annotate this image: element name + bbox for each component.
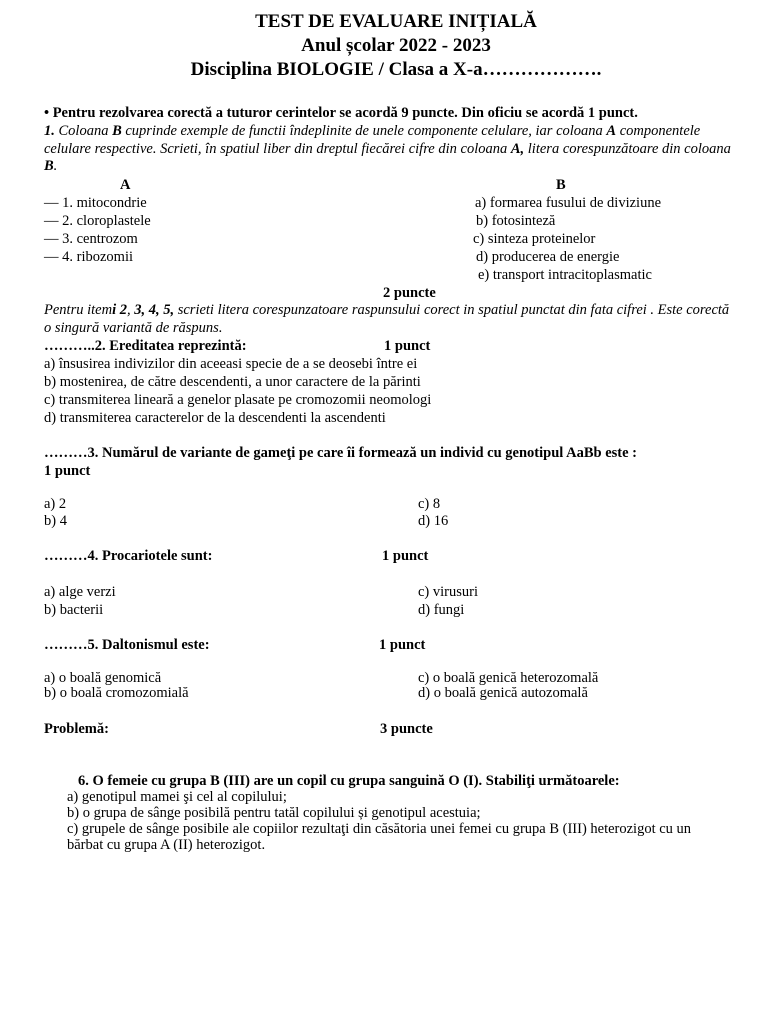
column-a-item: — 2. cloroplastele: [44, 213, 151, 229]
column-a-item: — 3. centrozom: [44, 231, 138, 247]
column-a-item: — 4. ribozomii: [44, 249, 134, 265]
q5-stem: ………5. Daltonismul este:: [44, 637, 210, 653]
q5-points: 1 punct: [379, 637, 426, 653]
column-b-item: c) sinteza proteinelor: [473, 231, 596, 247]
q6-part-b: b) o grupa de sânge posibilă pentru tatăl copilului și genotipul acestuia;: [67, 805, 481, 821]
q1-number: 1.: [44, 123, 55, 139]
q4-option: c) virusuri: [418, 584, 478, 600]
q4-stem: ………4. Procariotele sunt:: [44, 548, 213, 564]
items-instructions: Pentru itemi 2, 3, 4, 5, scrieti litera corespunzatoare raspunsului corect in spatiul punctat din fata cifrei . Este corectă o singură variantă de răspuns.: [44, 302, 730, 336]
q3-stem: ………3. Numărul de variante de gameţi pe care îi formează un individ cu genotipul AaBb este :: [44, 445, 637, 461]
q2-option: a) însusirea indivizilor din aceeasi specie de a se deosebi între ei: [44, 356, 418, 372]
q2-option: d) transmiterea caracterelor de la descendenti la ascendenti: [44, 410, 386, 426]
q5-option: a) o boală genomică: [44, 670, 162, 686]
column-b-item: e) transport intracitoplasmatic: [478, 267, 652, 283]
q4-option: d) fungi: [418, 602, 465, 618]
q2-stem: ………..2. Ereditatea reprezintă:: [44, 338, 247, 354]
school-year: Anul școlar 2022 - 2023: [301, 35, 491, 56]
q4-option: a) alge verzi: [44, 584, 116, 600]
scoring-intro: • Pentru rezolvarea corectă a tuturor cerintelor se acordă 9 puncte. Din oficiu se acordă 1 punct.: [44, 105, 638, 121]
q3-points: 1 punct: [44, 463, 91, 479]
test-title: TEST DE EVALUARE INIȚIALĂ: [255, 11, 537, 32]
q3-option: b) 4: [44, 513, 67, 529]
q6-part-c: c) grupele de sânge posibile ale copiilor rezultaţi din căsătoria unei femei cu grupa B (III) heterozigot cu un bărbat cu grupa A (II) heterozigot.: [67, 821, 692, 853]
q2-points: 1 punct: [384, 338, 431, 354]
q5-option: b) o boală cromozomială: [44, 685, 189, 701]
q3-option: a) 2: [44, 496, 67, 512]
q2-option: b) mostenirea, de către descendenti, a unor caractere de la părinti: [44, 374, 421, 390]
q1-points: 2 puncte: [383, 285, 436, 301]
column-a-item: — 1. mitocondrie: [44, 195, 147, 211]
problem-label: Problemă:: [44, 721, 109, 737]
q5-option: d) o boală genică autozomală: [418, 685, 588, 701]
column-b-header: B: [556, 177, 566, 193]
column-a-header: A: [120, 177, 131, 193]
q2-option: c) transmiterea lineară a genelor plasate pe cromozomii neomologi: [44, 392, 432, 408]
column-b-item: a) formarea fusului de diviziune: [475, 195, 662, 211]
q6-part-a: a) genotipul mamei şi cel al copilului;: [67, 789, 287, 805]
q4-option: b) bacterii: [44, 602, 104, 618]
discipline-class: Disciplina BIOLOGIE / Clasa a X-a……………….: [190, 59, 602, 80]
q1-instructions: 1. Coloana B cuprinde exemple de functii îndeplinite de unele componente celulare, iar coloana A componentele celulare respective. Scrieti, în spatiul liber din dreptul fiecărei cifre din coloana A, litera corespunzătoare din coloana B.: [44, 123, 731, 174]
q6-stem: 6. O femeie cu grupa B (III) are un copil cu grupa sanguină O (I). Stabiliţi următoarele:: [78, 773, 620, 789]
problem-points: 3 puncte: [380, 721, 433, 737]
column-b-item: b) fotosinteză: [476, 213, 556, 229]
q5-option: c) o boală genică heterozomală: [418, 670, 599, 686]
q3-option: d) 16: [418, 513, 449, 529]
q3-option: c) 8: [418, 496, 441, 512]
q4-points: 1 punct: [382, 548, 429, 564]
column-b-item: d) producerea de energie: [476, 249, 620, 265]
